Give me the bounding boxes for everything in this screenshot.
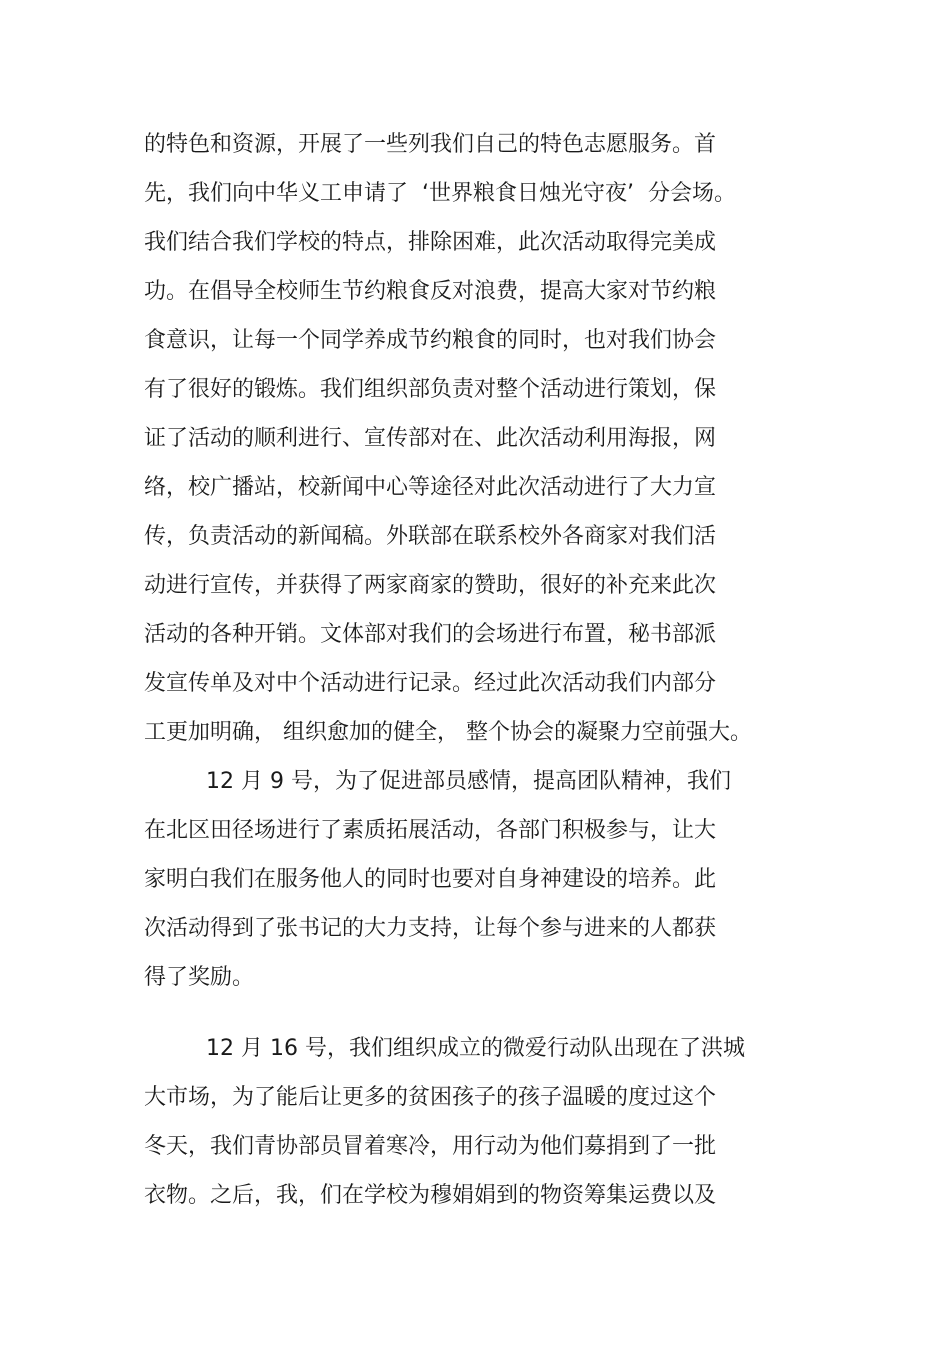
text-line: 工更加明确， 组织愈加的健全， 整个协会的凝聚力空前强大。 <box>144 720 752 745</box>
text-line: 大市场，为了能后让更多的贫困孩子的孩子温暖的度过这个 <box>144 1085 717 1110</box>
text-line: 功。在倡导全校师生节约粮食反对浪费，提高大家对节约粮 <box>144 279 717 304</box>
text-line: 活动的各种开销。文体部对我们的会场进行布置，秘书部派 <box>144 622 717 647</box>
text-line: 食意识，让每一个同学养成节约粮食的同时，也对我们协会 <box>144 328 717 353</box>
text-line: 的特色和资源，开展了一些列我们自己的特色志愿服务。首 <box>144 132 717 157</box>
text-line: 络，校广播站，校新闻中心等途径对此次活动进行了大力宣 <box>144 475 717 500</box>
text-line: 先，我们向中华义工申请了 ‘世界粮食日烛光守夜’ 分会场。 <box>144 181 736 206</box>
text-line: 冬天，我们青协部员冒着寒冷，用行动为他们募捐到了一批 <box>144 1134 717 1159</box>
paragraph-first-line: 12 月 16 号，我们组织成立的微爱行动队出现在了洪城 <box>206 1036 745 1061</box>
text-line: 证了活动的顺利进行、宣传部对在、此次活动利用海报，网 <box>144 426 717 451</box>
text-line: 得了奖励。 <box>144 965 255 990</box>
document-body <box>144 120 944 1220</box>
paragraph-gap <box>144 1002 944 1024</box>
text-line: 衣物。之后，我，们在学校为穆娟娟到的物资筹集运费以及 <box>144 1183 717 1208</box>
text-line: 有了很好的锻炼。我们组织部负责对整个活动进行策划，保 <box>144 377 717 402</box>
text-line: 我们结合我们学校的特点，排除困难，此次活动取得完美成 <box>144 230 717 255</box>
text-line: 次活动得到了张书记的大力支持，让每个参与进来的人都获 <box>144 916 717 941</box>
paragraph-first-line: 12 月 9 号，为了促进部员感情，提高团队精神，我们 <box>206 769 731 794</box>
text-line: 传，负责活动的新闻稿。外联部在联系校外各商家对我们活 <box>144 524 717 549</box>
text-line: 发宣传单及对中个活动进行记录。经过此次活动我们内部分 <box>144 671 717 696</box>
text-line: 家明白我们在服务他人的同时也要对自身神建设的培养。此 <box>144 867 717 892</box>
text-line: 动进行宣传，并获得了两家商家的赞助，很好的补充来此次 <box>144 573 717 598</box>
text-line: 在北区田径场进行了素质拓展活动，各部门积极参与，让大 <box>144 818 717 843</box>
